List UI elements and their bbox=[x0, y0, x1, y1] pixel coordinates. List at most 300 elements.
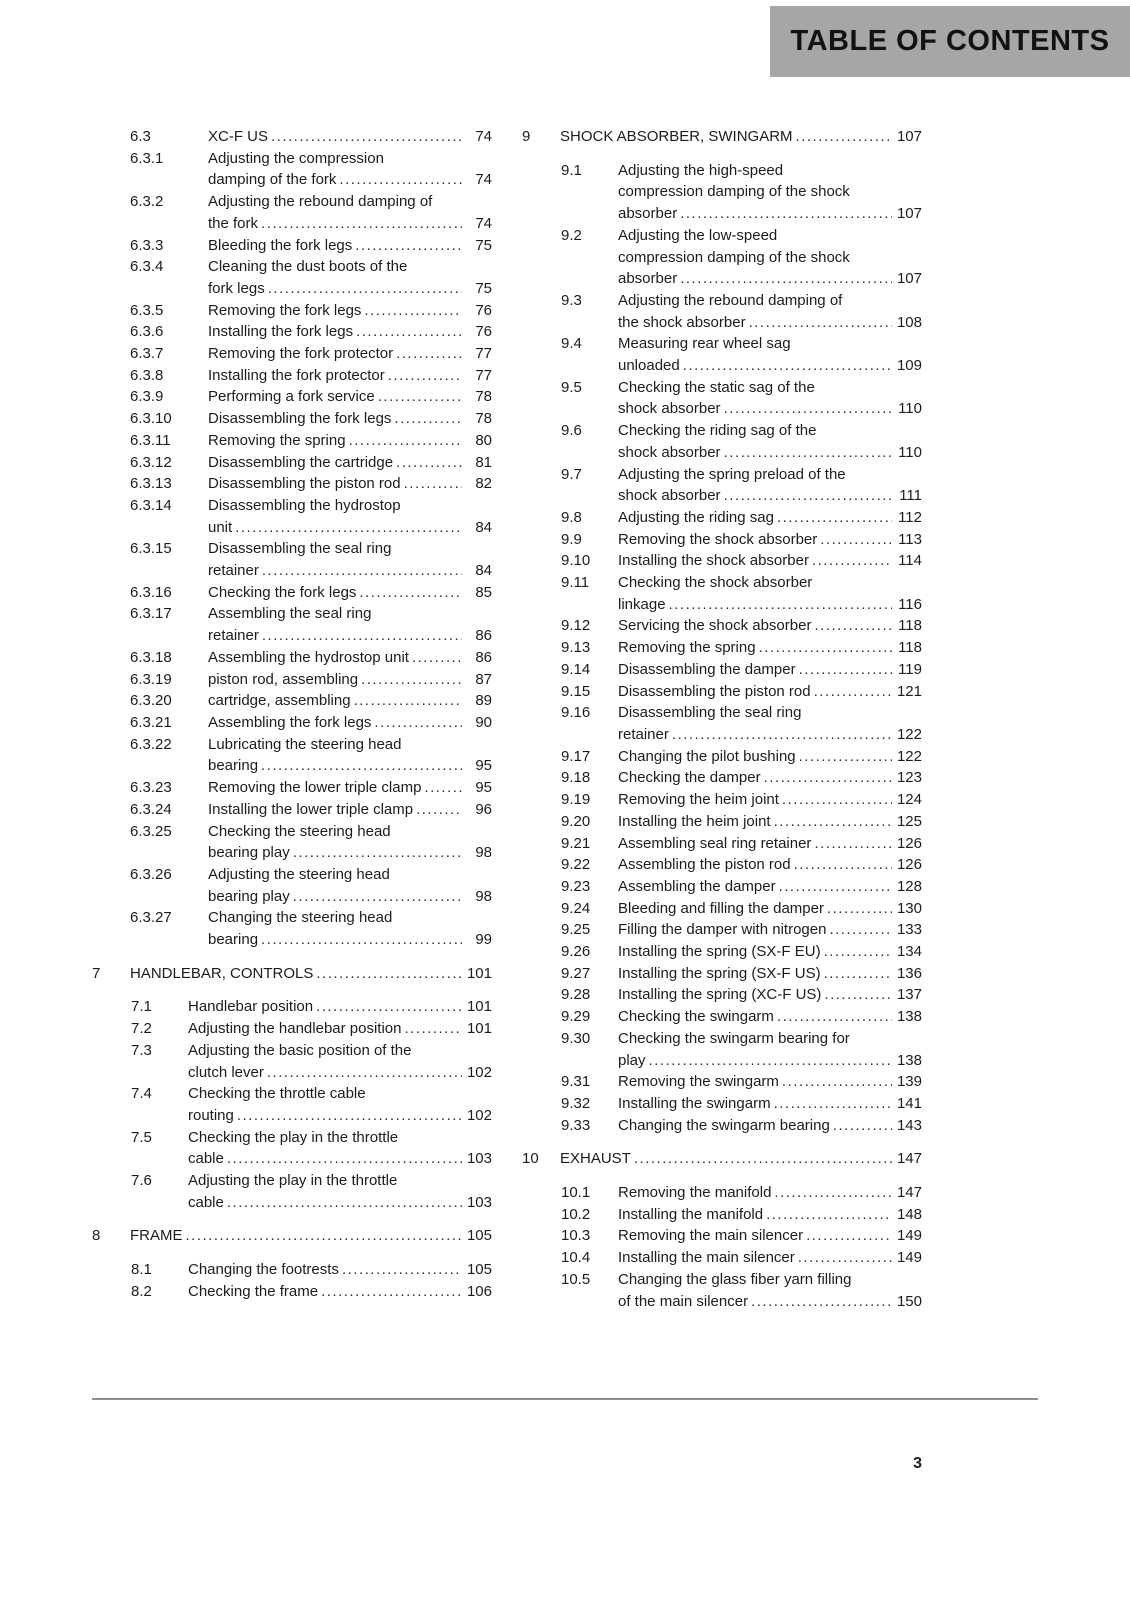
entry-title-line: Adjusting the low-speed bbox=[618, 226, 778, 244]
toc-entry-row bbox=[92, 690, 492, 712]
entry-title-line: piston rod, assembling bbox=[208, 670, 359, 688]
entry-title-line: Disassembling the cartridge bbox=[208, 453, 394, 471]
entry-number: 9.19 bbox=[561, 791, 591, 809]
entry-title-line: Adjusting the handlebar position bbox=[188, 1020, 402, 1038]
entry-last-line bbox=[618, 681, 922, 703]
entry-page-number: 137 bbox=[896, 986, 922, 1004]
toc-entry-row bbox=[92, 191, 492, 234]
entry-title-line: Checking the fork legs bbox=[208, 583, 357, 601]
entry-title-line: Measuring rear wheel sag bbox=[618, 335, 791, 353]
toc-entry-row bbox=[92, 864, 492, 907]
toc-entry-row bbox=[522, 681, 922, 703]
entry-last-line bbox=[208, 712, 492, 734]
entry-number: 9.27 bbox=[561, 964, 591, 982]
toc-entry-row bbox=[522, 1093, 922, 1115]
toc-entry-row bbox=[92, 408, 492, 430]
entry-title-line: XC-F US bbox=[208, 128, 268, 145]
entry-last-line bbox=[208, 169, 492, 191]
entry-body bbox=[208, 799, 492, 821]
entry-number: 7.1 bbox=[131, 998, 152, 1016]
entry-last-line bbox=[618, 1291, 922, 1313]
toc-entry-row bbox=[92, 452, 492, 474]
footer-rule bbox=[92, 1398, 1038, 1400]
entry-title-line: Adjusting the riding sag bbox=[618, 508, 774, 526]
entry-body bbox=[618, 507, 922, 529]
entry-last-line bbox=[208, 213, 492, 235]
entry-title-line: Changing the glass fiber yarn filling bbox=[618, 1270, 852, 1288]
toc-entry-row bbox=[522, 1247, 922, 1269]
toc-entry-row bbox=[92, 430, 492, 452]
entry-last-line bbox=[618, 746, 922, 768]
entry-title-line: Assembling the piston rod bbox=[618, 856, 791, 874]
chapter-page-number: 147 bbox=[896, 1150, 922, 1168]
entry-number: 10.4 bbox=[561, 1249, 591, 1267]
toc-entry-row bbox=[522, 919, 922, 941]
toc-entry-row bbox=[522, 637, 922, 659]
entry-number: 6.3.18 bbox=[130, 648, 172, 666]
entry-last-line bbox=[618, 659, 922, 681]
entry-body bbox=[188, 1281, 492, 1303]
entry-title-line: Changing the swingarm bearing bbox=[618, 1116, 830, 1134]
entry-page-number: 90 bbox=[475, 713, 492, 731]
dot-leader bbox=[774, 1093, 892, 1115]
entry-page-number: 102 bbox=[466, 1063, 492, 1081]
dot-leader bbox=[774, 1182, 892, 1204]
toc-entry-row bbox=[92, 1170, 492, 1213]
dot-leader bbox=[227, 1148, 462, 1170]
entry-number: 9.24 bbox=[561, 899, 591, 917]
dot-leader bbox=[782, 1071, 892, 1093]
entry-body bbox=[618, 615, 922, 637]
entry-body bbox=[618, 789, 922, 811]
entry-page-number: 138 bbox=[896, 1051, 922, 1069]
dot-leader bbox=[669, 594, 892, 616]
entry-page-number: 141 bbox=[896, 1094, 922, 1112]
dot-leader bbox=[829, 919, 892, 941]
entry-number: 7.6 bbox=[131, 1172, 152, 1190]
entry-last-line bbox=[208, 669, 492, 691]
entry-last-line bbox=[618, 767, 922, 789]
dot-leader bbox=[649, 1050, 892, 1072]
toc-entry-row bbox=[92, 582, 492, 604]
entry-page-number: 77 bbox=[475, 366, 492, 384]
toc-entry-row bbox=[522, 550, 922, 572]
entry-number: 6.3.6 bbox=[130, 323, 164, 341]
entry-page-number: 107 bbox=[896, 270, 922, 288]
toc-entry-row bbox=[92, 538, 492, 581]
entry-last-line bbox=[188, 1062, 492, 1084]
entry-title-line: Changing the steering head bbox=[208, 909, 393, 927]
entry-title-line: absorber bbox=[618, 270, 678, 288]
entry-title-line: Removing the manifold bbox=[618, 1184, 772, 1202]
entry-body bbox=[618, 377, 922, 420]
dot-leader bbox=[388, 365, 462, 387]
toc-entry-row bbox=[522, 1115, 922, 1137]
dot-leader bbox=[404, 473, 462, 495]
entry-body bbox=[208, 473, 492, 495]
entry-number: 9.12 bbox=[561, 617, 591, 635]
entry-body bbox=[208, 777, 492, 799]
entry-last-line bbox=[618, 355, 922, 377]
entry-title-line: the shock absorber bbox=[618, 313, 746, 331]
entry-page-number: 121 bbox=[896, 682, 922, 700]
entry-title-line: shock absorber bbox=[618, 400, 721, 418]
entry-last-line bbox=[208, 430, 492, 452]
entry-last-line bbox=[208, 278, 492, 300]
entry-title-line: bearing bbox=[208, 757, 259, 775]
dot-leader bbox=[394, 408, 462, 430]
toc-entry-row bbox=[92, 495, 492, 538]
entry-page-number: 101 bbox=[466, 998, 492, 1016]
entry-body bbox=[618, 1225, 922, 1247]
chapter-page-number: 101 bbox=[466, 964, 492, 982]
entry-page-number: 89 bbox=[475, 692, 492, 710]
toc-entry-row bbox=[92, 799, 492, 821]
dot-leader bbox=[364, 300, 462, 322]
dot-leader bbox=[349, 430, 462, 452]
dot-leader bbox=[424, 777, 462, 799]
entry-title-line: Lubricating the steering head bbox=[208, 735, 402, 753]
entry-number: 6.3.8 bbox=[130, 366, 164, 384]
entry-number: 9.23 bbox=[561, 877, 591, 895]
entry-page-number: 106 bbox=[466, 1282, 492, 1300]
dot-leader bbox=[824, 941, 892, 963]
dot-leader bbox=[378, 386, 462, 408]
toc-entry-row bbox=[92, 712, 492, 734]
entry-last-line bbox=[208, 365, 492, 387]
entry-page-number: 74 bbox=[475, 171, 492, 189]
entry-body bbox=[618, 160, 922, 225]
dot-leader bbox=[237, 1105, 462, 1127]
entry-title-line: bearing play bbox=[208, 844, 290, 862]
entry-body bbox=[618, 1269, 922, 1312]
entry-body bbox=[618, 1093, 922, 1115]
entry-number: 8.1 bbox=[131, 1261, 152, 1279]
entry-number: 9.6 bbox=[561, 422, 582, 440]
entry-body bbox=[618, 1071, 922, 1093]
entry-page-number: 77 bbox=[475, 345, 492, 363]
dot-leader bbox=[342, 1259, 462, 1281]
entry-title-line: Adjusting the play in the throttle bbox=[188, 1172, 398, 1190]
toc-columns bbox=[92, 126, 922, 1312]
entry-title-line: the fork bbox=[208, 214, 259, 232]
toc-entry-row bbox=[92, 603, 492, 646]
dot-leader bbox=[833, 1115, 892, 1137]
dot-leader bbox=[339, 169, 462, 191]
entry-last-line bbox=[618, 1247, 922, 1269]
dot-leader bbox=[794, 854, 892, 876]
toc-entry-row bbox=[522, 290, 922, 333]
dot-leader bbox=[354, 690, 462, 712]
entry-page-number: 109 bbox=[896, 357, 922, 375]
entry-title-line: Assembling the seal ring bbox=[208, 605, 372, 623]
entry-title-line: Removing the swingarm bbox=[618, 1073, 779, 1091]
entry-body bbox=[618, 659, 922, 681]
entry-last-line bbox=[188, 1281, 492, 1303]
entry-number: 9.16 bbox=[561, 704, 591, 722]
entry-title-line: Checking the swingarm bbox=[618, 1008, 774, 1026]
entry-body bbox=[208, 235, 492, 257]
entry-title-line: Disassembling the seal ring bbox=[618, 704, 802, 722]
entry-body bbox=[208, 821, 492, 864]
dot-leader bbox=[814, 833, 892, 855]
entry-title-line: Adjusting the steering head bbox=[208, 865, 390, 883]
entry-body bbox=[208, 300, 492, 322]
entry-last-line bbox=[208, 886, 492, 908]
toc-entry-row bbox=[92, 148, 492, 191]
entry-number: 9.25 bbox=[561, 921, 591, 939]
entry-page-number: 123 bbox=[896, 769, 922, 787]
entry-page-number: 149 bbox=[896, 1227, 922, 1245]
entry-title-line: Adjusting the compression bbox=[208, 149, 384, 167]
entry-body bbox=[208, 864, 492, 907]
entry-number: 9.13 bbox=[561, 639, 591, 657]
entry-page-number: 95 bbox=[475, 779, 492, 797]
entry-last-line bbox=[208, 126, 492, 148]
dot-leader bbox=[749, 312, 892, 334]
entry-body bbox=[208, 321, 492, 343]
toc-entry-row bbox=[92, 1127, 492, 1170]
entry-body bbox=[208, 582, 492, 604]
entry-page-number: 82 bbox=[475, 475, 492, 493]
entry-page-number: 80 bbox=[475, 431, 492, 449]
entry-number: 9.1 bbox=[561, 161, 582, 179]
entry-title-line: Disassembling the seal ring bbox=[208, 540, 392, 558]
entry-number: 9.18 bbox=[561, 769, 591, 787]
entry-last-line bbox=[208, 929, 492, 951]
entry-number: 6.3.7 bbox=[130, 345, 164, 363]
entry-title-line: Adjusting the high-speed bbox=[618, 161, 784, 179]
entry-last-line bbox=[618, 312, 922, 334]
entry-last-line bbox=[618, 1182, 922, 1204]
entry-body bbox=[208, 343, 492, 365]
toc-entry-row bbox=[522, 225, 922, 290]
entry-body bbox=[618, 681, 922, 703]
entry-body bbox=[208, 430, 492, 452]
dot-leader bbox=[680, 203, 892, 225]
entry-title-line: Changing the footrests bbox=[188, 1261, 339, 1279]
entry-number: 9.11 bbox=[561, 574, 590, 592]
entry-last-line bbox=[618, 1115, 922, 1137]
entry-title-line: Removing the spring bbox=[208, 431, 346, 449]
entry-last-line bbox=[618, 724, 922, 746]
entry-title-line: compression damping of the shock bbox=[618, 183, 850, 201]
toc-chapter-row bbox=[92, 1225, 492, 1247]
dot-leader bbox=[724, 442, 892, 464]
dot-leader bbox=[812, 550, 892, 572]
toc-entry-row bbox=[522, 1204, 922, 1226]
entry-title-line: Installing the shock absorber bbox=[618, 552, 809, 570]
entry-last-line bbox=[208, 842, 492, 864]
entry-last-line bbox=[618, 1006, 922, 1028]
chapter-title: HANDLEBAR, CONTROLS bbox=[130, 964, 314, 982]
toc-entry-row bbox=[92, 386, 492, 408]
entry-page-number: 98 bbox=[475, 844, 492, 862]
entry-title-line: Checking the shock absorber bbox=[618, 574, 813, 592]
entry-title-line: cable bbox=[188, 1193, 224, 1211]
entry-number: 6.3.11 bbox=[130, 431, 171, 449]
entry-page-number: 87 bbox=[475, 670, 492, 688]
chapter-number: 7 bbox=[92, 964, 101, 982]
entry-last-line bbox=[618, 941, 922, 963]
entry-last-line bbox=[208, 386, 492, 408]
entry-last-line bbox=[208, 690, 492, 712]
entry-body bbox=[208, 408, 492, 430]
entry-page-number: 98 bbox=[475, 887, 492, 905]
dot-leader bbox=[824, 984, 892, 1006]
entry-number: 6.3.2 bbox=[130, 193, 164, 211]
toc-entry-row bbox=[522, 963, 922, 985]
entry-page-number: 75 bbox=[475, 279, 492, 297]
entry-last-line bbox=[208, 582, 492, 604]
toc-entry-row bbox=[522, 160, 922, 225]
entry-number: 6.3.17 bbox=[130, 605, 172, 623]
entry-page-number: 126 bbox=[896, 834, 922, 852]
entry-title-line: Checking the riding sag of the bbox=[618, 422, 817, 440]
entry-page-number: 113 bbox=[898, 530, 922, 548]
entry-title-line: routing bbox=[188, 1106, 234, 1124]
entry-last-line bbox=[618, 833, 922, 855]
dot-leader bbox=[396, 452, 462, 474]
toc-entry-row bbox=[92, 1018, 492, 1040]
dot-leader bbox=[680, 268, 892, 290]
dot-leader bbox=[806, 1225, 892, 1247]
entry-page-number: 74 bbox=[475, 128, 492, 145]
entry-last-line bbox=[618, 615, 922, 637]
entry-body bbox=[188, 996, 492, 1018]
dot-leader bbox=[261, 929, 462, 951]
entry-number: 9.20 bbox=[561, 812, 591, 830]
entry-page-number: 116 bbox=[898, 595, 922, 613]
entry-number: 6.3.20 bbox=[130, 692, 172, 710]
entry-last-line bbox=[618, 529, 922, 551]
entry-number: 9.7 bbox=[561, 465, 582, 483]
entry-page-number: 101 bbox=[466, 1020, 492, 1038]
dot-leader bbox=[235, 517, 462, 539]
entry-title-line: Checking the frame bbox=[188, 1282, 319, 1300]
entry-body bbox=[618, 572, 922, 615]
entry-page-number: 95 bbox=[475, 757, 492, 775]
entry-page-number: 85 bbox=[475, 583, 492, 601]
entry-last-line bbox=[208, 755, 492, 777]
chapter-title: EXHAUST bbox=[560, 1150, 631, 1168]
toc-entry-row bbox=[92, 907, 492, 950]
entry-body bbox=[618, 1204, 922, 1226]
entry-body bbox=[618, 767, 922, 789]
entry-number: 9.17 bbox=[561, 747, 591, 765]
entry-title-line: of the main silencer bbox=[618, 1292, 749, 1310]
entry-title-line: Disassembling the damper bbox=[618, 660, 796, 678]
toc-entry-row bbox=[92, 1259, 492, 1281]
entry-last-line bbox=[208, 343, 492, 365]
entry-number: 6.3.19 bbox=[130, 670, 172, 688]
toc-entry-row bbox=[522, 507, 922, 529]
entry-last-line bbox=[618, 203, 922, 225]
dot-leader bbox=[777, 1006, 892, 1028]
page-title: TABLE OF CONTENTS bbox=[790, 25, 1110, 57]
toc-entry-row bbox=[92, 777, 492, 799]
entry-page-number: 136 bbox=[896, 964, 922, 982]
dot-leader bbox=[782, 789, 892, 811]
entry-title-line: Removing the fork legs bbox=[208, 301, 362, 319]
entry-title-line: Filling the damper with nitrogen bbox=[618, 921, 827, 939]
dot-leader bbox=[268, 278, 462, 300]
dot-leader bbox=[796, 126, 892, 148]
entry-last-line bbox=[618, 1093, 922, 1115]
dot-leader bbox=[724, 485, 892, 507]
entry-page-number: 105 bbox=[466, 1261, 492, 1279]
toc-entry-row bbox=[522, 767, 922, 789]
toc-entry-row bbox=[92, 126, 492, 148]
toc-entry-row bbox=[522, 529, 922, 551]
entry-title-line: cable bbox=[188, 1150, 224, 1168]
entry-body bbox=[618, 420, 922, 463]
entry-last-line bbox=[618, 1050, 922, 1072]
entry-title-line: Installing the fork protector bbox=[208, 366, 385, 384]
entry-page-number: 147 bbox=[896, 1184, 922, 1202]
entry-title-line: unloaded bbox=[618, 357, 680, 375]
entry-last-line bbox=[618, 550, 922, 572]
entry-page-number: 110 bbox=[898, 443, 922, 461]
entry-title-line: Removing the lower triple clamp bbox=[208, 779, 422, 797]
entry-title-line: Installing the fork legs bbox=[208, 323, 354, 341]
entry-body bbox=[618, 833, 922, 855]
entry-page-number: 133 bbox=[896, 921, 922, 939]
entry-number: 6.3.3 bbox=[130, 236, 164, 254]
toc-entry-row bbox=[522, 702, 922, 745]
entry-last-line bbox=[618, 594, 922, 616]
entry-title-line: Assembling the hydrostop unit bbox=[208, 648, 409, 666]
entry-number: 6.3.21 bbox=[130, 713, 172, 731]
dot-leader bbox=[751, 1291, 892, 1313]
dot-leader bbox=[321, 1281, 462, 1303]
entry-last-line bbox=[208, 517, 492, 539]
entry-body bbox=[188, 1127, 492, 1170]
dot-leader bbox=[271, 126, 462, 148]
entry-title-line: Performing a fork service bbox=[208, 388, 375, 406]
entry-page-number: 102 bbox=[466, 1106, 492, 1124]
toc-entry-row bbox=[522, 811, 922, 833]
entry-title-line: Bleeding and filling the damper bbox=[618, 899, 824, 917]
entry-last-line bbox=[188, 1105, 492, 1127]
dot-leader bbox=[799, 746, 892, 768]
entry-number: 9.10 bbox=[561, 552, 591, 570]
dot-leader bbox=[814, 615, 892, 637]
entry-body bbox=[208, 365, 492, 387]
entry-last-line bbox=[618, 789, 922, 811]
entry-last-line bbox=[188, 1148, 492, 1170]
entry-body bbox=[208, 452, 492, 474]
entry-number: 7.4 bbox=[131, 1085, 152, 1103]
entry-last-line bbox=[188, 1259, 492, 1281]
entry-body bbox=[188, 1083, 492, 1126]
dot-leader bbox=[827, 898, 892, 920]
entry-last-line bbox=[618, 919, 922, 941]
entry-body bbox=[208, 126, 492, 148]
toc-entry-row bbox=[92, 1083, 492, 1126]
toc-entry-row bbox=[92, 256, 492, 299]
dot-leader bbox=[799, 659, 892, 681]
dot-leader bbox=[764, 767, 892, 789]
entry-number: 6.3.22 bbox=[130, 735, 172, 753]
dot-leader bbox=[316, 996, 462, 1018]
entry-page-number: 114 bbox=[898, 552, 922, 570]
page-header bbox=[770, 6, 1130, 77]
entry-title-line: shock absorber bbox=[618, 487, 721, 505]
entry-body bbox=[208, 495, 492, 538]
entry-number: 9.29 bbox=[561, 1008, 591, 1026]
chapter-number: 10 bbox=[522, 1150, 539, 1168]
